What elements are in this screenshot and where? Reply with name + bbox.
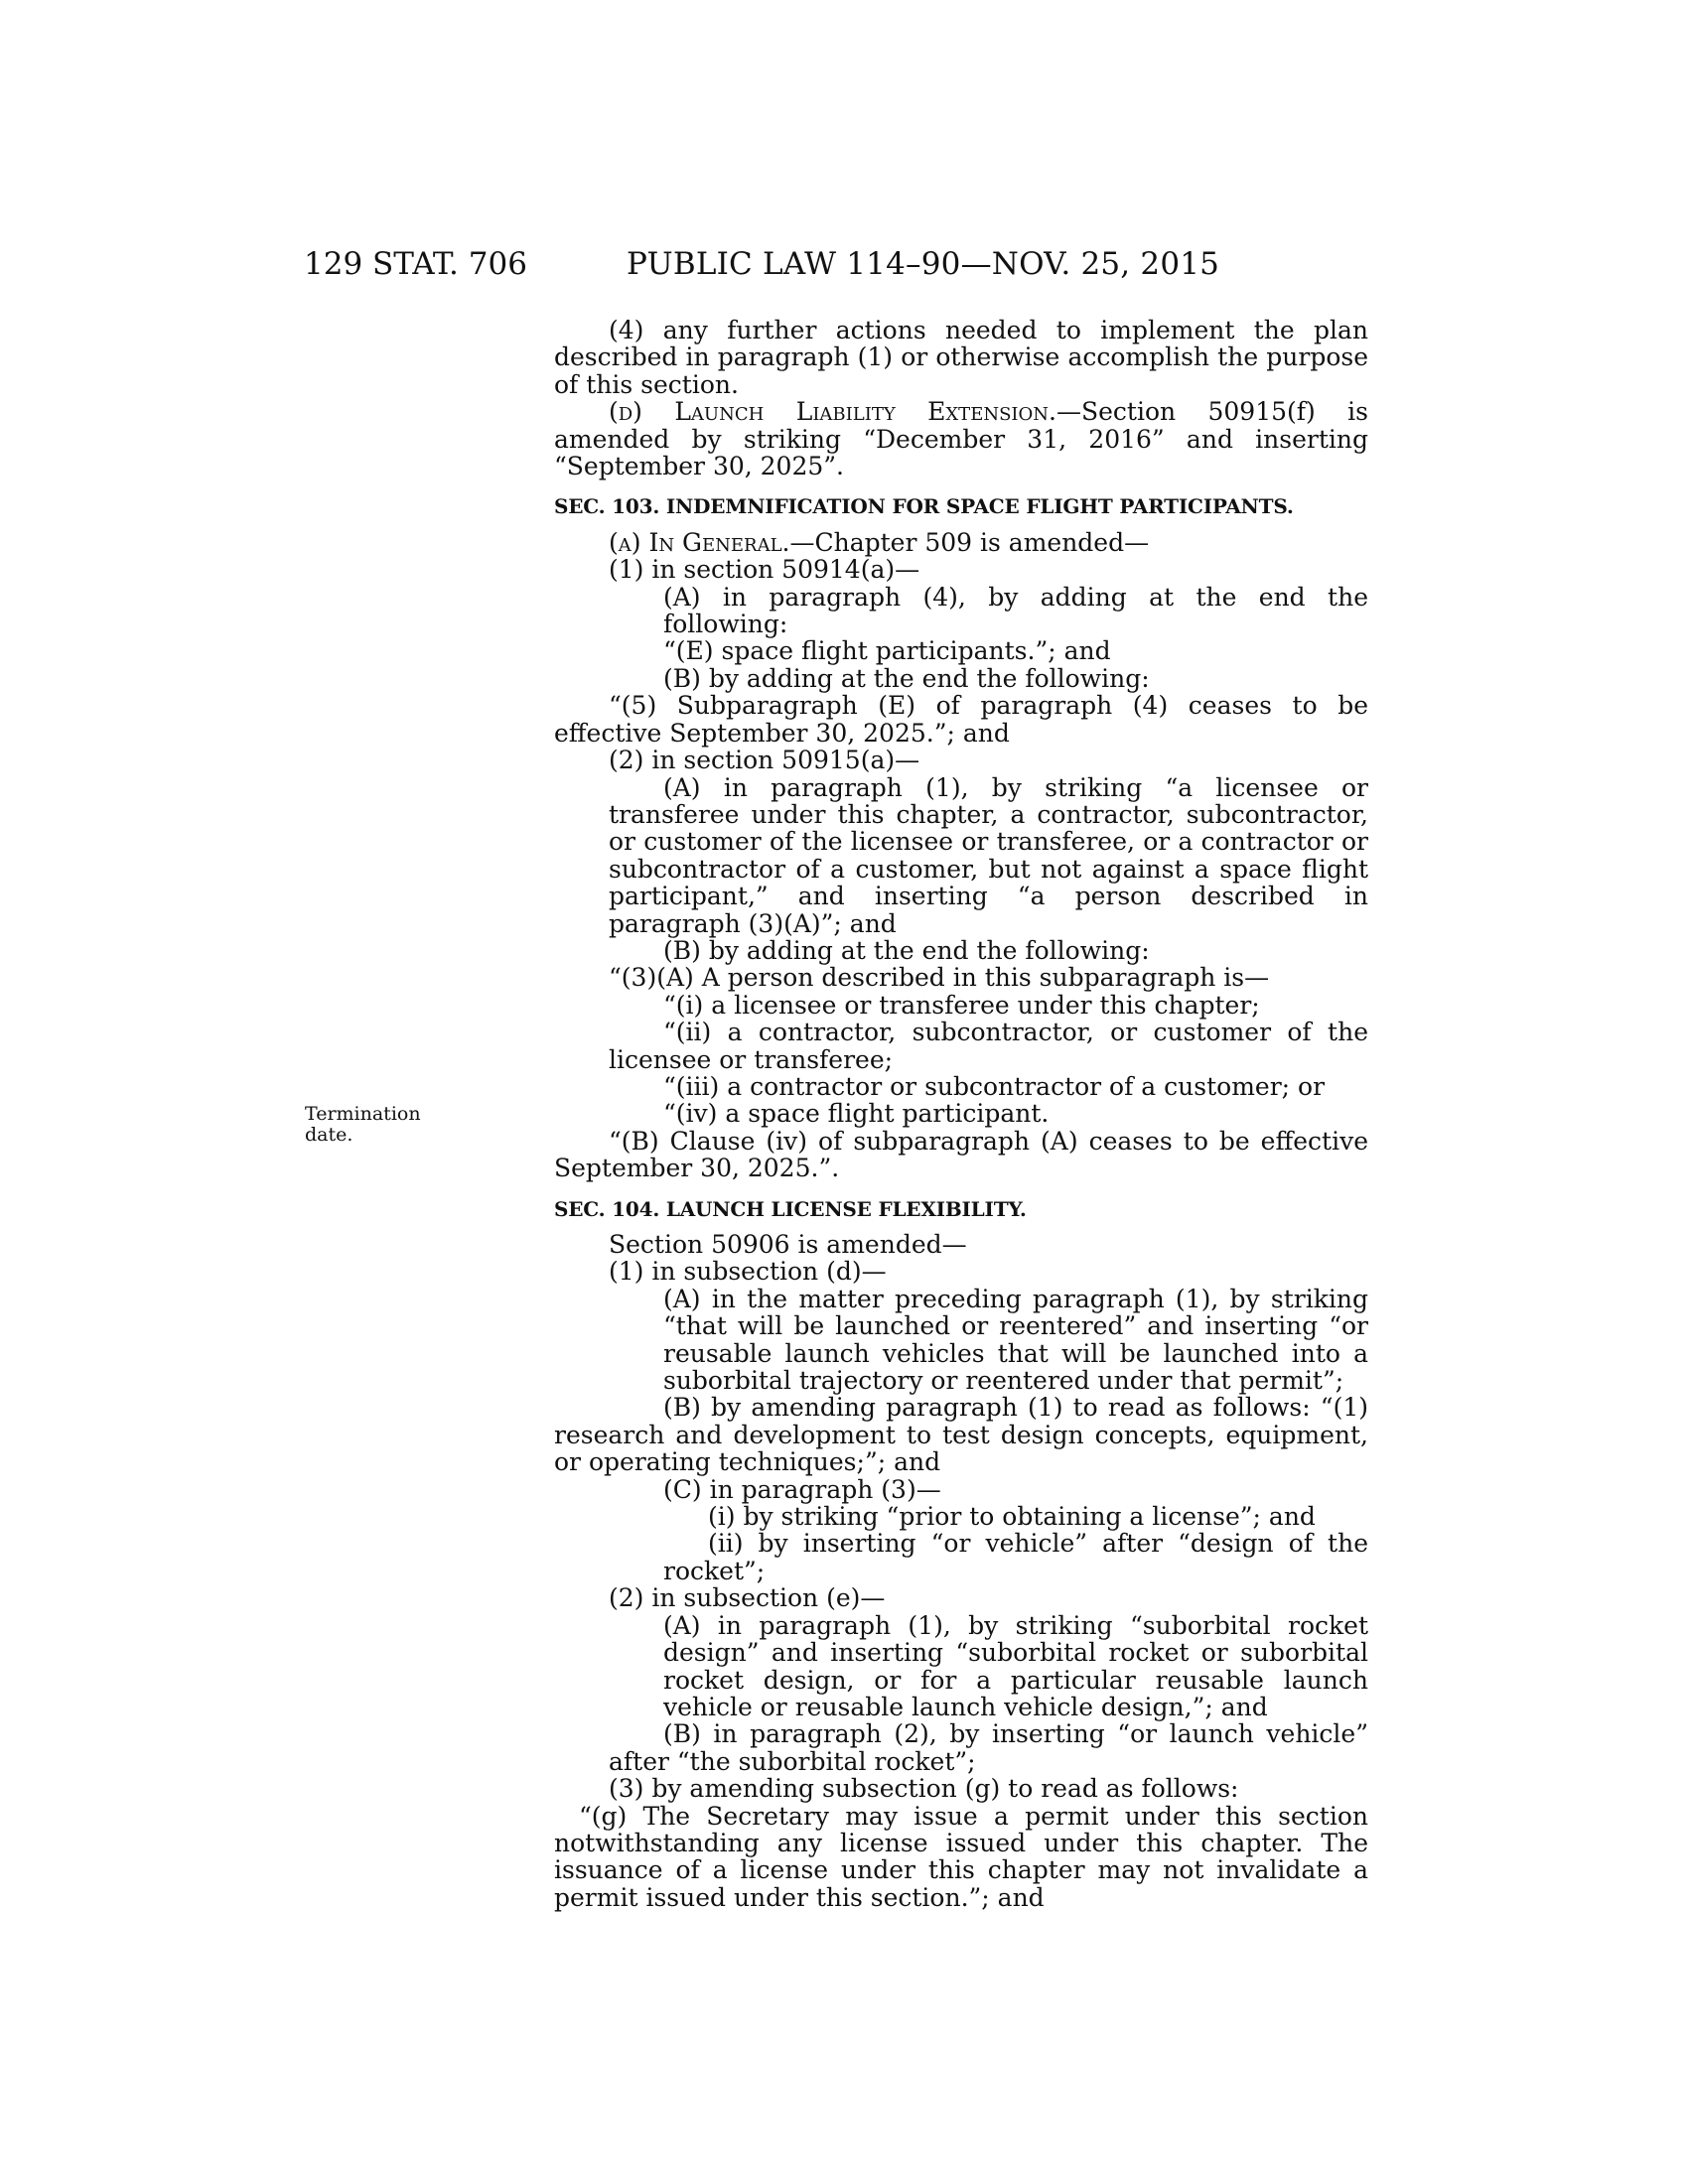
item-a2B: (B) by adding at the end the following:: [663, 935, 1150, 965]
item-b1A: (A) in the matter preceding paragraph (1), by striking “that will be launched or reentered” and inserting “or reusable launch vehicles that will be launched into a suborbital trajectory or reentered under that permit”;: [663, 1284, 1368, 1396]
subsection-a-text: —Chapter 509 is amended—: [789, 527, 1150, 557]
item-b1Ci: (i) by striking “prior to obtaining a license”; and: [708, 1502, 1316, 1532]
subsection-a-heading: (a) In General.: [609, 527, 790, 557]
item-a2A: (A) in paragraph (1), by striking “a licensee or transferee under this chapter, a contractor, subcontractor, or customer of the licensee or transferee, or a contractor or subcontractor of a customer, but not against a space flight participant,” and inserting “a person described in paragraph (3)(A)”; and: [609, 772, 1368, 938]
quote-clause-iii: “(iii) a contractor or subcontractor of a customer; or: [663, 1071, 1326, 1101]
margin-note: [305, 1104, 421, 1146]
item-b1Cii: (ii) by inserting “or vehicle” after “design of the rocket”;: [663, 1529, 1368, 1585]
item-b1B: (B) by amending paragraph (1) to read as follows: “(1) research and development to test design concepts, equipment, or operating techniques;”; and: [554, 1393, 1368, 1477]
margin-note-line-2: date.: [305, 1124, 353, 1146]
item-b2B: (B) in paragraph (2), by inserting “or launch vehicle” after “the suborbital rocket”;: [609, 1719, 1368, 1776]
item-b3: (3) by amending subsection (g) to read as follows:: [609, 1774, 1239, 1804]
paragraph-4: (4) any further actions needed to implement the plan described in paragraph (1) or otherwise accomplish the purpose of this section.: [554, 316, 1368, 399]
quote-clause-ii: “(ii) a contractor, subcontractor, or customer of the licensee or transferee;: [609, 1018, 1368, 1074]
page-header: [0, 246, 1688, 286]
item-a1A: (A) in paragraph (4), by adding at the end the following:: [663, 582, 1368, 639]
margin-note-line-1: Termination: [305, 1103, 421, 1125]
quote-subparagraph-B: “(B) Clause (iv) of subparagraph (A) ceases to be effective September 30, 2025.”.: [554, 1126, 1368, 1183]
quote-3A: “(3)(A) A person described in this subparagraph is—: [609, 963, 1270, 993]
subsection-d-heading: (d) Launch Liability Extension.: [609, 397, 1056, 427]
item-b1C: (C) in paragraph (3)—: [663, 1474, 941, 1504]
section-104-heading: SEC. 104. LAUNCH LICENSE FLEXIBILITY.: [554, 1196, 1027, 1221]
item-a1B: (B) by adding at the end the following:: [663, 663, 1150, 693]
section-103-heading: SEC. 103. INDEMNIFICATION FOR SPACE FLIGHT PARTICIPANTS.: [554, 494, 1294, 519]
item-b1: (1) in subsection (d)—: [609, 1257, 887, 1287]
quote-clause-iv: “(iv) a space flight participant.: [663, 1099, 1050, 1129]
statute-page-number: 129 STAT. 706: [304, 246, 527, 282]
subsection-a: [554, 529, 1368, 556]
section-104-intro: Section 50906 is amended—: [609, 1230, 967, 1259]
quote-clause-i: “(i) a licensee or transferee under this chapter;: [663, 990, 1260, 1020]
item-a1B-quote: “(5) Subparagraph (E) of paragraph (4) ceases to be effective September 30, 2025.”; and: [554, 691, 1368, 748]
item-b2: (2) in subsection (e)—: [609, 1583, 886, 1613]
item-b2A: (A) in paragraph (1), by striking “suborbital rocket design” and inserting “suborbital rocket or suborbital rocket design, or for a particular reusable launch vehicle or reusable launch vehicle design,”; and: [663, 1610, 1368, 1721]
statute-text: [554, 317, 1368, 1911]
item-a1: (1) in section 50914(a)—: [609, 555, 920, 585]
quote-subsection-g: “(g) The Secretary may issue a permit under this section notwithstanding any license issued under this chapter. The issuance of a license under this chapter may not invalidate a permit issued under this section.”; and: [554, 1801, 1368, 1912]
item-a1A-quote: “(E) space flight participants.”; and: [663, 636, 1111, 666]
public-law-citation: PUBLIC LAW 114–90—NOV. 25, 2015: [627, 246, 1220, 282]
subsection-d-text: —Section 50915(f) is amended by striking “December 31, 2016” and inserting “September 30, 2025”.: [554, 397, 1369, 481]
item-a2: (2) in section 50915(a)—: [609, 746, 920, 775]
subsection-d: [554, 398, 1368, 479]
